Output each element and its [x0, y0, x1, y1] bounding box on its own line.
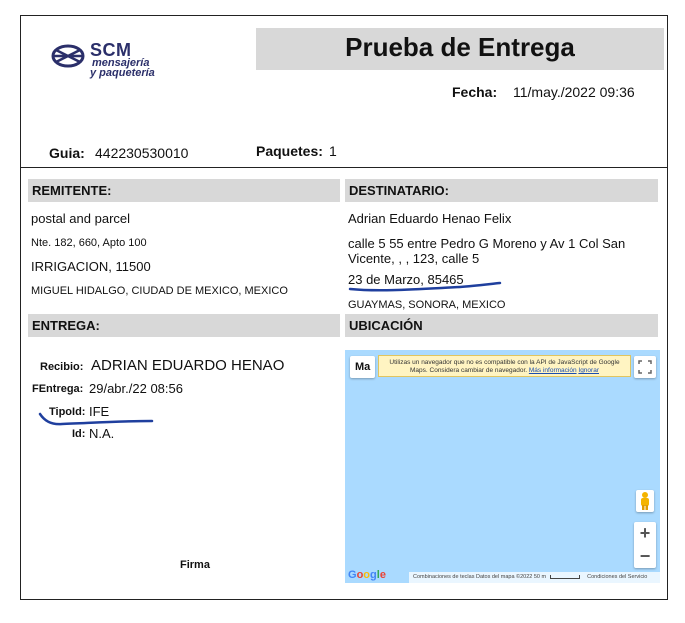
fentrega-label: FEntrega: — [32, 383, 84, 395]
destinatario-address-2: 23 de Marzo, 85465 — [348, 272, 464, 287]
scm-globe-icon — [50, 42, 90, 70]
fullscreen-button[interactable] — [634, 356, 656, 378]
map-attribution-text: Combinaciones de teclas Datos del mapa ©2022 50 m — [413, 574, 547, 580]
terms-link[interactable]: Condiciones del Servicio — [587, 574, 648, 580]
fentrega-value: 29/abr./22 08:56 — [89, 381, 183, 396]
paquetes-label: Paquetes: — [256, 143, 323, 159]
fecha-label: Fecha: — [452, 84, 498, 100]
remitente-header — [28, 179, 340, 202]
destinatario-heading: DESTINATARIO: — [349, 183, 449, 198]
recibio-value: ADRIAN EDUARDO HENAO — [91, 357, 285, 374]
header-separator — [20, 167, 668, 168]
street-view-pegman[interactable] — [636, 490, 654, 512]
zoom-out-button[interactable]: − — [639, 546, 651, 566]
ignore-link[interactable]: Ignorar — [578, 367, 599, 374]
remitente-name: postal and parcel — [31, 211, 131, 226]
map-type-button[interactable]: Ma — [350, 356, 375, 378]
fullscreen-icon — [634, 356, 656, 378]
remitente-address-3: MIGUEL HIDALGO, CIUDAD DE MEXICO, MEXICO — [31, 285, 288, 297]
tipoid-value: IFE — [89, 404, 110, 419]
destinatario-name: Adrian Eduardo Henao Felix — [348, 211, 512, 226]
zoom-in-button[interactable]: + — [639, 523, 651, 543]
entrega-header — [28, 314, 340, 337]
paquetes-value: 1 — [329, 143, 337, 159]
title-bar — [256, 28, 664, 70]
ubicacion-heading: UBICACIÓN — [349, 318, 423, 333]
remitente-address-1: Nte. 182, 660, Apto 100 — [31, 237, 147, 249]
firma-label: Firma — [180, 559, 210, 571]
map-attribution — [409, 572, 660, 583]
destinatario-address-3: GUAYMAS, SONORA, MEXICO — [348, 299, 506, 311]
fecha-value: 11/may./2022 09:36 — [513, 84, 635, 100]
scm-logo — [50, 40, 200, 80]
tipoid-label: TipoId: — [49, 406, 86, 418]
location-map[interactable] — [345, 350, 660, 583]
logo-tagline-1: mensajería — [92, 57, 150, 69]
page-title: Prueba de Entrega — [345, 32, 575, 62]
destinatario-address-1b: Vicente, , , 123, calle 5 — [348, 251, 480, 266]
guia-label: Guia: — [49, 145, 85, 161]
google-logo: Google — [348, 569, 386, 581]
warning-text: Utilizas un navegador que no es compatible con la API de JavaScript de Google Maps. Considera cambiar de navegador. — [389, 359, 620, 374]
remitente-address-2: IRRIGACION, 11500 — [31, 259, 151, 274]
ubicacion-header — [345, 314, 658, 337]
logo-brand: SCM — [90, 40, 132, 60]
scale-bar — [550, 575, 580, 579]
browser-warning — [378, 355, 631, 377]
destinatario-header — [345, 179, 658, 202]
more-info-link[interactable]: Más información — [528, 367, 577, 374]
logo-tagline-2: y paquetería — [90, 67, 155, 79]
id-label: Id: — [72, 428, 86, 440]
id-value: N.A. — [89, 426, 115, 441]
remitente-heading: REMITENTE: — [32, 183, 112, 198]
zoom-control — [634, 522, 656, 568]
entrega-heading: ENTREGA: — [32, 318, 100, 333]
recibio-label: Recibio: — [40, 361, 84, 373]
guia-value: 442230530010 — [95, 145, 189, 161]
destinatario-address-1a: calle 5 55 entre Pedro G Moreno y Av 1 Col San — [348, 236, 626, 251]
pegman-icon — [636, 490, 654, 512]
